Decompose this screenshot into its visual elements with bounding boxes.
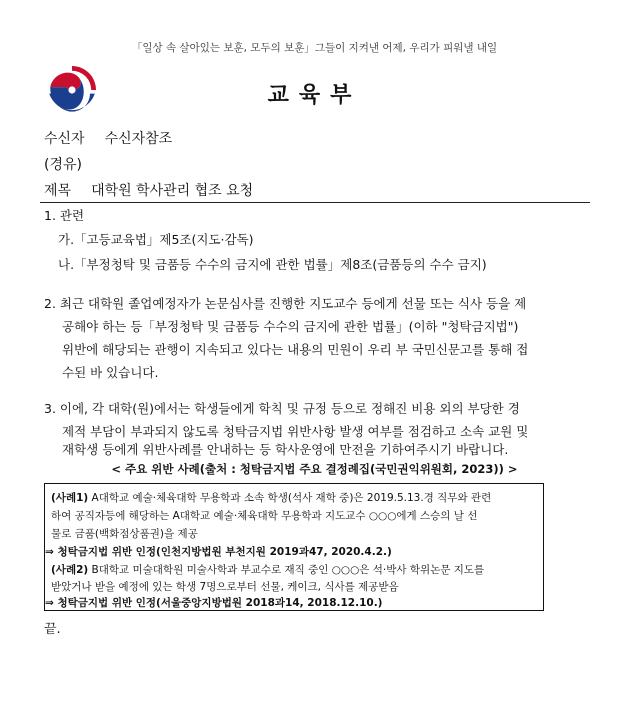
violation-cases-box xyxy=(44,483,544,611)
section-3-line: 제적 부담이 부과되지 않도록 청탁금지법 위반사항 발생 여부를 점검하고 소속 교원 및 xyxy=(62,424,529,439)
case-1-line: 물로 금품(백화점상품권)을 제공 xyxy=(51,528,198,540)
section-2-line: 2. 최근 대학원 졸업예정자가 논문심사를 진행한 지도교수 등에게 선물 또는 식사 등을 제 xyxy=(44,296,527,311)
via-label: (경유) xyxy=(44,157,82,173)
subject-row xyxy=(44,180,253,200)
section-1-item-b: 나.「부정청탁 및 금품등 수수의 금지에 관한 법률」제8조(금품등의 수수 금지) xyxy=(58,257,487,272)
case-2-label: (사례2) xyxy=(51,564,89,576)
end-mark: 끝. xyxy=(44,622,61,637)
recipient-row xyxy=(44,128,172,148)
recipient-value: 수신자참조 xyxy=(104,131,173,147)
cases-caption: < 주요 위반 사례(출처 : 청탁금지법 주요 결정례집(국민권익위원회, 2023)) > xyxy=(111,462,518,476)
subject-divider xyxy=(40,202,590,203)
subject-label: 제목 xyxy=(44,183,72,199)
section-2-line: 위반에 해당되는 관행이 지속되고 있다는 내용의 민원이 우리 부 국민신문고를 통해 접 xyxy=(62,342,529,357)
section-3-line: 3. 이에, 각 대학(원)에서는 학생들에게 학칙 및 규정 등으로 정해진 비용 외의 부당한 경 xyxy=(44,401,520,416)
recipient-label: 수신자 xyxy=(44,131,85,147)
case-2-line: (사례2) B대학교 미술대학원 미술사학과 부교수로 재직 중인 ○○○은 석·박사 학위논문 지도를 xyxy=(51,564,485,576)
case-2-line: 받았거나 받을 예정에 있는 학생 7명으로부터 선물, 케이크, 식사를 제공받음 xyxy=(51,581,399,593)
slogan: 「일상 속 살아있는 보훈, 모두의 보훈」그들이 지켜낸 어제, 우리가 피워낼 내일 xyxy=(131,42,498,54)
case-1-line: 하여 공직자등에 해당하는 A대학교 예술·체육대학 무용학과 지도교수 ○○○에게 스승의 날 선 xyxy=(51,510,478,522)
case-1-line: (사례1) A대학교 예술·체육대학 무용학과 소속 학생(석사 재학 중)은 2019.5.13.경 직무와 관련 xyxy=(51,492,492,504)
section-2-line: 공해야 하는 등「부정청탁 및 금품등 수수의 금지에 관한 법률」(이하 "청탁금지법") xyxy=(62,319,519,334)
case-2-result: ⇒ 청탁금지법 위반 인정(서울중앙지방법원 2018과14, 2018.12.10.) xyxy=(45,597,383,609)
case-1-label: (사례1) xyxy=(51,492,89,504)
subject-value: 대학원 학사관리 협조 요청 xyxy=(91,183,254,199)
case-1-result: ⇒ 청탁금지법 위반 인정(인천지방법원 부천지원 2019과47, 2020.4.2.) xyxy=(45,546,392,558)
section-2-line: 수된 바 있습니다. xyxy=(62,365,159,380)
section-1-item-a: 가.「고등교육법」제5조(지도·감독) xyxy=(58,232,254,247)
organization-title: 교육부 xyxy=(267,83,362,108)
section-1-title: 1. 관련 xyxy=(44,208,85,223)
section-3-line: 재학생 등에게 위반사례를 안내하는 등 학사운영에 만전을 기하여주시기 바랍니다. xyxy=(62,442,509,457)
